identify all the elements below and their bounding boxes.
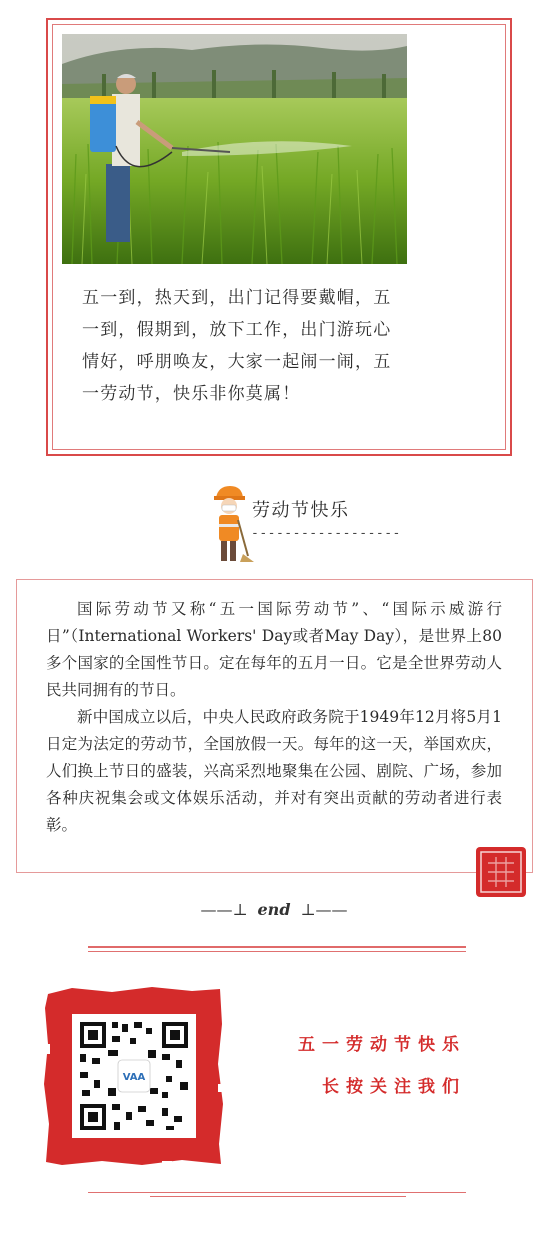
end-divider — [0, 900, 548, 919]
verse-text — [82, 282, 394, 410]
intro-text — [46, 596, 502, 839]
qr-caption-line1: 五一劳动节快乐 — [298, 1035, 466, 1055]
verse-line: 情好，呼朋唤友，大家一起闹一闹，五 — [82, 352, 392, 372]
verse-line: 一劳动节，快乐非你莫属！ — [82, 384, 301, 404]
seal-icon — [474, 845, 528, 899]
end-right-line: ⊥—— — [300, 900, 348, 919]
worker-illustration — [210, 484, 254, 564]
verse-line: 一到，假期到，放下工作，出门游玩心 — [82, 320, 392, 340]
verse-line: 五一到，热天到，出门记得要戴帽，五 — [82, 288, 392, 308]
red-double-rule — [88, 946, 466, 948]
title-underline: ------------------ — [251, 526, 401, 541]
end-left-line: ——⊥ — [200, 900, 248, 919]
section-title: 劳动节快乐 — [252, 500, 350, 521]
red-bottom-rule — [150, 1196, 406, 1197]
farmer-photo — [62, 34, 407, 264]
intro-paragraph: 新中国成立以后，中央人民政府政务院于1949年12月将5月1日定为法定的劳动节，全国放假一天。每年的这一天，举国欢庆，人们换上节日的盛装，兴高采烈地聚集在公园、剧院、广场，参加各种庆祝集会或文体娱乐活动，并对有突出贡献的劳动者进行表彰。 — [46, 708, 502, 834]
red-bottom-rule — [88, 1192, 466, 1193]
qr-logo-text: VAA — [122, 1072, 146, 1083]
qr-stamp-frame — [42, 984, 226, 1168]
intro-paragraph: 国际劳动节又称“五一国际劳动节”、“国际示威游行日”（International Workers' Day或者May Day），是世界上80多个国家的全国性节日。定在每年的五月一日。它是全世界劳动人民共同拥有的节日。 — [46, 600, 502, 699]
red-double-rule — [88, 951, 466, 952]
qr-caption-line2: 长按关注我们 — [322, 1077, 466, 1097]
end-label: end — [257, 900, 291, 919]
